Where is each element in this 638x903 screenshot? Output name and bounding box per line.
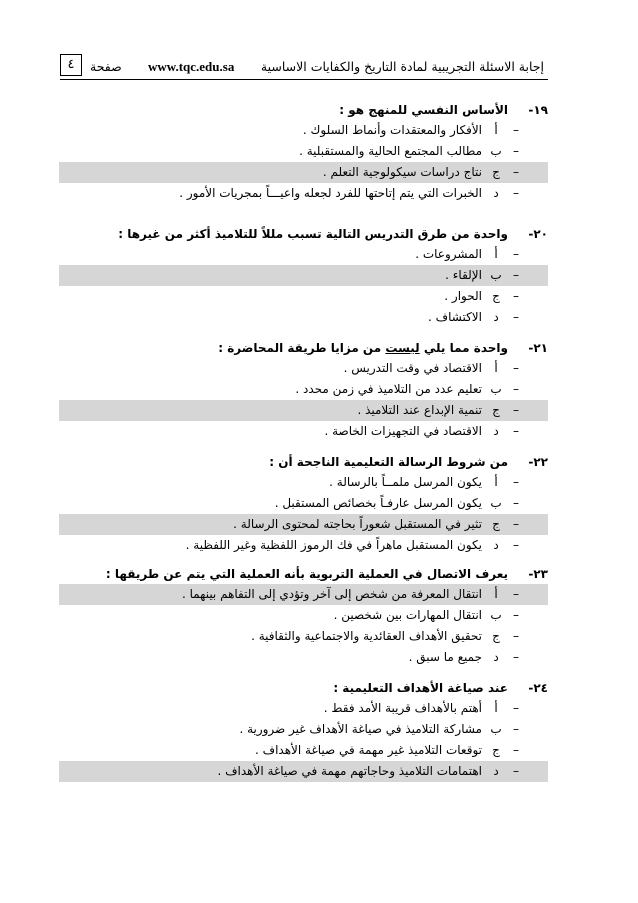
option-letter: أ — [494, 587, 498, 601]
option-text: انتقال المعرفة من شخص إلى آخر وتؤدي إلى التفاهم بينهما . — [181, 587, 482, 601]
option-d-correct: د – اهتمامات التلاميذ وحاجاتهم مهمة في صياغة الأهداف . — [59, 761, 548, 782]
option-text: تحقيق الأهداف العقائدية والاجتماعية والثقافية . — [251, 629, 482, 643]
option-letter: ج — [492, 743, 500, 757]
emphasis-underlined: ليست — [385, 341, 420, 355]
option-letter: ج — [492, 165, 500, 179]
page-header — [60, 52, 548, 80]
option-text: يكون المرسل ملمــاً بالرسالة . — [329, 475, 482, 489]
option-text: تعليم عدد من التلاميذ في زمن محدد . — [295, 382, 482, 396]
option-c: ج – الحوار . — [60, 286, 548, 307]
option-c: ج – تحقيق الأهداف العقائدية والاجتماعية والثقافية . — [60, 626, 548, 647]
question-22 — [60, 452, 548, 556]
option-letter: ب — [490, 144, 502, 158]
option-c: ج – توقعات التلاميذ غير مهمة في صياغة الأهداف . — [60, 740, 548, 761]
question-stem — [60, 678, 548, 698]
option-text: تثير في المستقبل شعوراً بحاجته لمحتوى الرسالة . — [233, 517, 482, 531]
question-number: ٢١- — [528, 341, 548, 355]
option-letter: ب — [490, 268, 502, 282]
option-letter: د — [493, 764, 499, 778]
option-letter: ب — [490, 496, 502, 510]
question-stem — [60, 100, 548, 120]
question-number: ٢٣- — [528, 567, 548, 581]
option-text: الاقتصاد في وقت التدريس . — [343, 361, 482, 375]
page-label: صفحة — [90, 59, 122, 74]
option-c-correct: ج – نتاج دراسات سيكولوجية التعلم . — [59, 162, 548, 183]
option-letter: د — [493, 310, 499, 324]
question-number: ٢٠- — [528, 227, 548, 241]
option-text: جميع ما سبق . — [408, 650, 482, 664]
option-d: د – الاقتصاد في التجهيزات الخاصة . — [60, 421, 548, 442]
question-21 — [60, 338, 548, 442]
option-text: يكون المرسل عارفـاً بخصائص المستقبل . — [274, 496, 482, 510]
question-23 — [60, 564, 548, 668]
option-c-correct: ج – تنمية الإبداع عند التلاميذ . — [59, 400, 548, 421]
option-text: توقعات التلاميذ غير مهمة في صياغة الأهداف . — [255, 743, 482, 757]
header-rule — [60, 79, 548, 80]
question-24 — [60, 678, 548, 782]
option-letter: أ — [494, 475, 498, 489]
option-text: الاكتشاف . — [428, 310, 482, 324]
option-letter: أ — [494, 123, 498, 137]
option-text: الحوار . — [444, 289, 482, 303]
page-number-box: ٤ — [60, 54, 82, 76]
question-19 — [60, 100, 548, 204]
question-text: عند صياغة الأهداف التعليمية : — [333, 681, 508, 695]
option-b: ب – مطالب المجتمع الحالية والمستقبلية . — [60, 141, 548, 162]
option-letter: د — [493, 424, 499, 438]
question-text: يعرف الاتصال في العملية التربوية بأنه العملية التي يتم عن طريقها : — [105, 567, 508, 581]
option-text: أهتم بالأهداف قريبة الأمد فقط . — [323, 701, 482, 715]
option-letter: ب — [490, 382, 502, 396]
question-number: ٢٢- — [528, 455, 548, 469]
website-url[interactable]: www.tqc.edu.sa — [148, 59, 235, 74]
question-text: من شروط الرسالة التعليمية الناجحة أن : — [269, 455, 508, 469]
option-letter: ج — [492, 403, 500, 417]
question-stem — [60, 452, 548, 472]
option-text: الاقتصاد في التجهيزات الخاصة . — [324, 424, 482, 438]
question-text: واحدة من طرق التدريس التالية تسبب مللاً للتلاميذ أكثر من غيرها : — [118, 227, 508, 241]
option-letter: د — [493, 538, 499, 552]
option-letter: ج — [492, 289, 500, 303]
option-text: تنمية الإبداع عند التلاميذ . — [357, 403, 482, 417]
option-letter: ب — [490, 608, 502, 622]
option-a: أ – المشروعات . — [60, 244, 548, 265]
option-d: د – يكون المستقبل ماهراً في فك الرموز اللفظية وغير اللفظية . — [60, 535, 548, 556]
option-a: أ – يكون المرسل ملمــاً بالرسالة . — [60, 472, 548, 493]
option-letter: ج — [492, 629, 500, 643]
question-20 — [60, 224, 548, 328]
option-text: نتاج دراسات سيكولوجية التعلم . — [322, 165, 482, 179]
question-text: الأساس النفسي للمنهج هو : — [339, 103, 508, 117]
option-letter: ج — [492, 517, 500, 531]
option-b: ب – تعليم عدد من التلاميذ في زمن محدد . — [60, 379, 548, 400]
option-b: ب – مشاركة التلاميذ في صياغة الأهداف غير ضرورية . — [60, 719, 548, 740]
option-a: أ – أهتم بالأهداف قريبة الأمد فقط . — [60, 698, 548, 719]
question-number: ١٩- — [528, 103, 548, 117]
option-text: الإلقاء . — [445, 268, 482, 282]
option-text: يكون المستقبل ماهراً في فك الرموز اللفظية وغير اللفظية . — [185, 538, 482, 552]
option-text: الخبرات التي يتم إتاحتها للفرد لجعله واعيـــاً بمجريات الأمور . — [179, 186, 482, 200]
option-d: د – جميع ما سبق . — [60, 647, 548, 668]
option-b: ب – يكون المرسل عارفـاً بخصائص المستقبل . — [60, 493, 548, 514]
document-title: إجابة الاسئلة التجريبية لمادة التاريخ والكفايات الاساسية — [260, 59, 544, 74]
option-b-correct: ب – الإلقاء . — [59, 265, 548, 286]
option-letter: ب — [490, 722, 502, 736]
option-letter: أ — [494, 361, 498, 375]
question-stem — [60, 224, 548, 244]
question-text: واحدة مما يلي ليست من مزايا طريقة المحاضرة : — [218, 341, 508, 355]
option-d: د – الاكتشاف . — [60, 307, 548, 328]
option-text: انتقال المهارات بين شخصين . — [333, 608, 482, 622]
question-stem — [60, 338, 548, 358]
option-text: اهتمامات التلاميذ وحاجاتهم مهمة في صياغة الأهداف . — [217, 764, 482, 778]
option-letter: د — [493, 650, 499, 664]
option-a-correct: أ – انتقال المعرفة من شخص إلى آخر وتؤدي إلى التفاهم بينهما . — [59, 584, 548, 605]
option-letter: أ — [494, 701, 498, 715]
option-a: أ – الأفكار والمعتقدات وأنماط السلوك . — [60, 120, 548, 141]
option-c-correct: ج – تثير في المستقبل شعوراً بحاجته لمحتوى الرسالة . — [59, 514, 548, 535]
option-letter: أ — [494, 247, 498, 261]
option-letter: د — [493, 186, 499, 200]
question-number: ٢٤- — [528, 681, 548, 695]
question-stem — [60, 564, 548, 584]
option-b: ب – انتقال المهارات بين شخصين . — [60, 605, 548, 626]
option-text: الأفكار والمعتقدات وأنماط السلوك . — [302, 123, 482, 137]
option-text: المشروعات . — [415, 247, 482, 261]
option-a: أ – الاقتصاد في وقت التدريس . — [60, 358, 548, 379]
option-d: د – الخبرات التي يتم إتاحتها للفرد لجعله واعيـــاً بمجريات الأمور . — [60, 183, 548, 204]
option-text: مطالب المجتمع الحالية والمستقبلية . — [299, 144, 482, 158]
option-text: مشاركة التلاميذ في صياغة الأهداف غير ضرورية . — [239, 722, 482, 736]
